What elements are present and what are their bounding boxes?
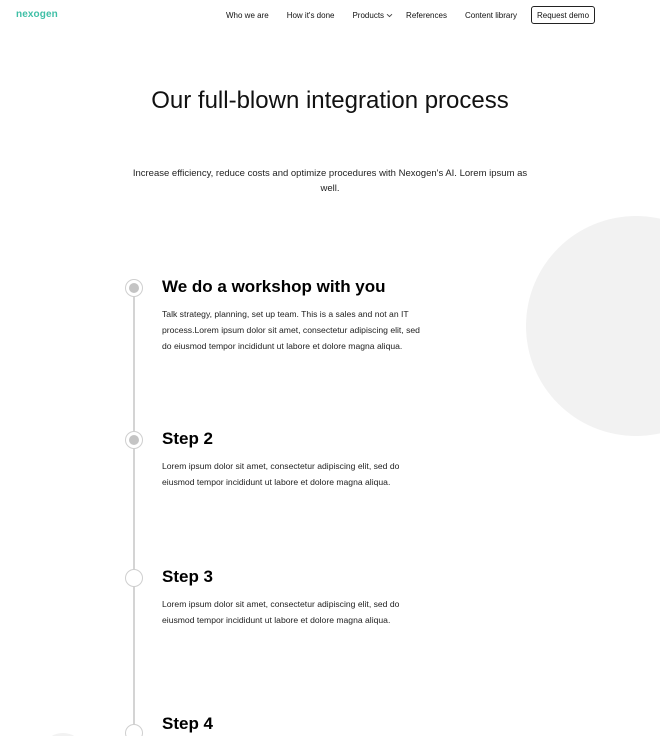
- nav-products-label: Products: [352, 11, 385, 20]
- nav-references[interactable]: References: [406, 11, 447, 20]
- timeline-dot-icon: [125, 724, 143, 736]
- brand-logo[interactable]: nexogen: [16, 9, 58, 20]
- nav-products[interactable]: [352, 11, 393, 20]
- step-1-title: We do a workshop with you: [162, 277, 386, 296]
- timeline-dot-icon: [125, 279, 143, 297]
- step-1-description: Talk strategy, planning, set up team. This is a sales and not an IT process.Lorem ipsum dolor sit amet, consectetur adipiscing elit, sed do eiusmod tempor incididunt ut labore et dolore magna aliqua.: [162, 309, 420, 351]
- decorative-circle-right: [526, 216, 660, 436]
- timeline-dot-icon: [125, 431, 143, 449]
- step-2-title: Step 2: [162, 429, 214, 448]
- page-subtitle: Increase efficiency, reduce costs and optimize procedures with Nexogen's AI. Lorem ipsum as well.: [132, 168, 528, 194]
- chevron-down-icon: [386, 13, 393, 18]
- timeline-dot-icon: [125, 569, 143, 587]
- nav-how-its-done[interactable]: How it's done: [286, 11, 335, 20]
- step-2-description: Lorem ipsum dolor sit amet, consectetur adipiscing elit, sed do eiusmod tempor incididunt ut labore et dolore magna aliqua.: [162, 461, 400, 487]
- step-3-title: Step 3: [162, 567, 214, 586]
- step-3-description: Lorem ipsum dolor sit amet, consectetur adipiscing elit, sed do eiusmod tempor incididunt ut labore et dolore magna aliqua.: [162, 599, 400, 625]
- nav-content-library[interactable]: Content library: [464, 11, 517, 20]
- nav-who-we-are[interactable]: Who we are: [226, 11, 269, 20]
- main-nav: [226, 11, 517, 20]
- page-title: Our full-blown integration process: [151, 87, 509, 114]
- request-demo-button[interactable]: Request demo: [531, 6, 595, 24]
- step-4-title: Step 4: [162, 714, 214, 733]
- site-header: [0, 0, 660, 30]
- timeline-line: [133, 296, 135, 736]
